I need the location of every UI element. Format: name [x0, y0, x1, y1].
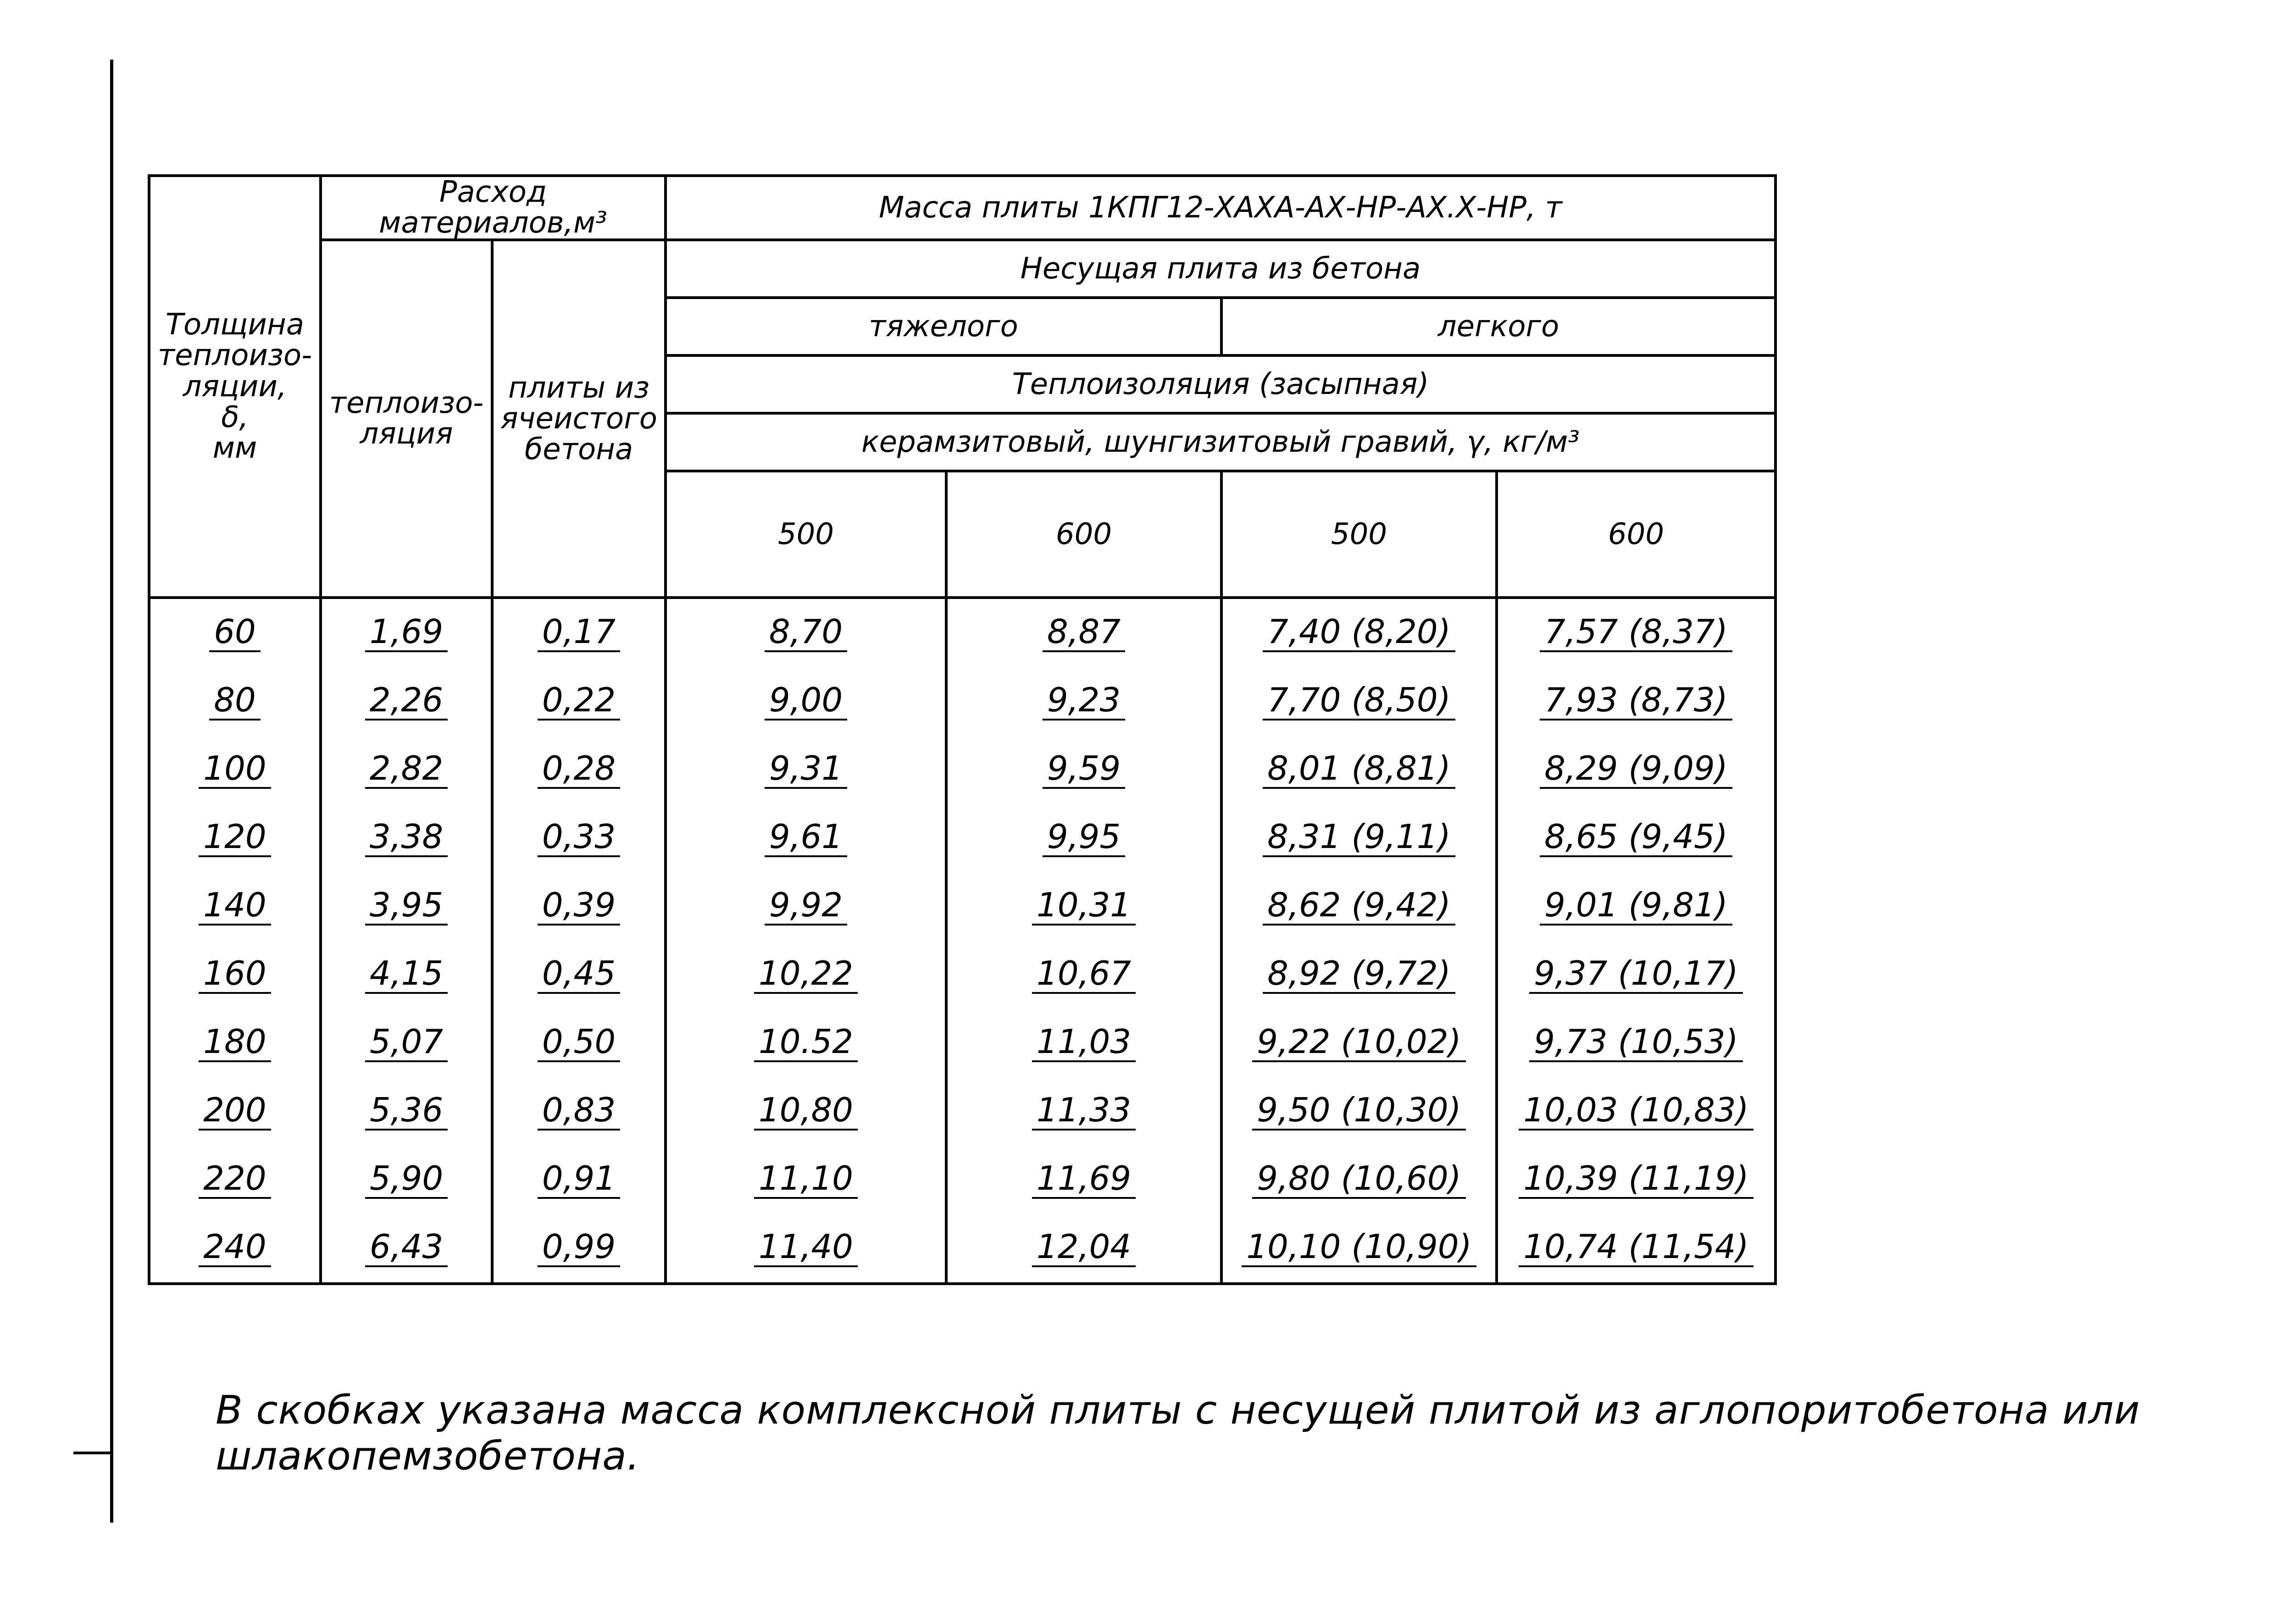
- cell-value: 5,90: [365, 1161, 448, 1199]
- cell-value: 60: [209, 615, 261, 652]
- header-thickness-line: Толщина: [165, 308, 305, 342]
- cell-mass-heavy-600: [946, 1146, 1221, 1214]
- cell-value: 200: [199, 1093, 271, 1131]
- header-materials-group: Расход материалов,м³: [321, 176, 666, 240]
- table-row: [149, 804, 1776, 872]
- header-cellular-line: бетона: [524, 432, 633, 466]
- mass-table: [148, 174, 1777, 1285]
- cell-thickness: [149, 872, 321, 941]
- cell-thickness: [149, 1214, 321, 1284]
- cell-insulation-volume: [321, 941, 492, 1009]
- cell-cellular-concrete-volume: [492, 667, 666, 736]
- cell-mass-heavy-500: [666, 941, 946, 1009]
- cell-value: 180: [199, 1025, 271, 1062]
- cell-mass-heavy-500: [666, 1009, 946, 1077]
- cell-value: 10,31: [1032, 888, 1136, 926]
- cell-mass-heavy-500: [666, 872, 946, 941]
- cell-value: 9,61: [765, 820, 847, 857]
- cell-insulation-volume: [321, 804, 492, 872]
- header-mass-title: Масса плиты 1КПГ12-ХАХА-АХ-НР-АХ.Х-НР, т: [666, 176, 1776, 240]
- cell-value: 0,45: [538, 956, 620, 994]
- table-row: [149, 1077, 1776, 1146]
- table-row: [149, 667, 1776, 736]
- cell-mass-light-600: [1497, 1009, 1776, 1077]
- cell-value: 120: [199, 820, 271, 857]
- cell-mass-heavy-600: [946, 941, 1221, 1009]
- cell-cellular-concrete-volume: [492, 1146, 666, 1214]
- cell-value: 10,39 (11,19): [1519, 1161, 1753, 1199]
- cell-value: 9,59: [1043, 751, 1125, 789]
- cell-value: 0,39: [538, 888, 620, 926]
- cell-value: 140: [199, 888, 271, 926]
- header-cellular-concrete: [492, 240, 666, 598]
- cell-value: 10,10 (10,90): [1242, 1230, 1476, 1267]
- cell-value: 6,43: [365, 1230, 448, 1267]
- header-thickness-line: мм: [212, 431, 257, 465]
- cell-mass-light-600: [1497, 736, 1776, 804]
- cell-value: 9,01 (9,81): [1540, 888, 1732, 926]
- cell-mass-light-600: [1497, 1214, 1776, 1284]
- cell-value: 11,33: [1032, 1093, 1136, 1131]
- cell-value: 10,22: [754, 956, 858, 994]
- cell-value: 9,73 (10,53): [1529, 1025, 1743, 1062]
- cell-insulation-volume: [321, 1146, 492, 1214]
- header-density-heavy-600: 600: [946, 471, 1221, 598]
- cell-mass-heavy-500: [666, 667, 946, 736]
- cell-insulation-volume: [321, 736, 492, 804]
- cell-value: 7,40 (8,20): [1263, 615, 1455, 652]
- table-row: [149, 736, 1776, 804]
- cell-value: 9,22 (10,02): [1252, 1025, 1466, 1062]
- cell-value: 8,92 (9,72): [1263, 956, 1455, 994]
- cell-value: 7,57 (8,37): [1540, 615, 1732, 652]
- cell-value: 80: [209, 683, 261, 721]
- table-row: [149, 1146, 1776, 1214]
- cell-mass-light-500: [1221, 872, 1497, 941]
- cell-insulation-volume: [321, 872, 492, 941]
- cell-value: 10,67: [1032, 956, 1136, 994]
- footnote: В скобках указана масса комплексной плиты с несущей плитой из аглопоритобетона или шлакопемзобетона.: [216, 1387, 2141, 1479]
- cell-cellular-concrete-volume: [492, 804, 666, 872]
- header-insulation-line: ляция: [360, 417, 453, 451]
- cell-value: 8,65 (9,45): [1540, 820, 1732, 857]
- header-density-light-500: 500: [1221, 471, 1497, 598]
- cell-value: 0,22: [538, 683, 620, 721]
- header-thickness-line: δ,: [221, 400, 249, 434]
- cell-value: 2,82: [365, 751, 448, 789]
- cell-thickness: [149, 1077, 321, 1146]
- cell-value: 100: [199, 751, 271, 789]
- frame-vertical-line: [110, 60, 113, 1523]
- cell-thickness: [149, 736, 321, 804]
- cell-value: 11,10: [754, 1161, 858, 1199]
- cell-value: 9,95: [1043, 820, 1125, 857]
- cell-insulation-volume: [321, 1009, 492, 1077]
- cell-value: 8,29 (9,09): [1540, 751, 1732, 789]
- cell-cellular-concrete-volume: [492, 1077, 666, 1146]
- cell-mass-light-500: [1221, 1077, 1497, 1146]
- cell-value: 0,17: [538, 615, 620, 652]
- cell-mass-heavy-500: [666, 1146, 946, 1214]
- cell-mass-light-500: [1221, 1214, 1497, 1284]
- cell-mass-heavy-600: [946, 1077, 1221, 1146]
- cell-mass-heavy-600: [946, 1009, 1221, 1077]
- cell-cellular-concrete-volume: [492, 872, 666, 941]
- cell-mass-heavy-600: [946, 872, 1221, 941]
- cell-value: 9,31: [765, 751, 847, 789]
- cell-value: 11,69: [1032, 1161, 1136, 1199]
- cell-value: 160: [199, 956, 271, 994]
- cell-value: 8,87: [1043, 615, 1125, 652]
- cell-value: 12,04: [1032, 1230, 1136, 1267]
- cell-value: 5,36: [365, 1093, 448, 1131]
- cell-mass-light-600: [1497, 804, 1776, 872]
- cell-value: 10,03 (10,83): [1519, 1093, 1753, 1131]
- cell-mass-light-600: [1497, 1077, 1776, 1146]
- header-density-light-600: 600: [1497, 471, 1776, 598]
- cell-mass-heavy-500: [666, 1214, 946, 1284]
- cell-value: 4,15: [365, 956, 448, 994]
- cell-cellular-concrete-volume: [492, 1214, 666, 1284]
- cell-thickness: [149, 1146, 321, 1214]
- cell-mass-light-500: [1221, 804, 1497, 872]
- cell-value: 8,31 (9,11): [1263, 820, 1455, 857]
- cell-value: 0,83: [538, 1093, 620, 1131]
- cell-value: 1,69: [365, 615, 448, 652]
- cell-mass-light-600: [1497, 598, 1776, 667]
- cell-mass-heavy-600: [946, 667, 1221, 736]
- header-density-heavy-500: 500: [666, 471, 946, 598]
- header-cellular-line: плиты из: [508, 371, 650, 405]
- cell-mass-light-500: [1221, 1009, 1497, 1077]
- cell-value: 220: [199, 1161, 271, 1199]
- cell-value: 10,80: [754, 1093, 858, 1131]
- cell-insulation-volume: [321, 667, 492, 736]
- cell-mass-light-500: [1221, 598, 1497, 667]
- cell-value: 9,23: [1043, 683, 1125, 721]
- header-insulation-line: теплоизо-: [329, 386, 484, 421]
- cell-thickness: [149, 941, 321, 1009]
- cell-mass-light-500: [1221, 736, 1497, 804]
- cell-value: 0,28: [538, 751, 620, 789]
- cell-value: 9,37 (10,17): [1529, 956, 1743, 994]
- header-insulation-consumption: [321, 240, 492, 598]
- cell-mass-heavy-600: [946, 736, 1221, 804]
- cell-value: 10.52: [754, 1025, 858, 1062]
- cell-thickness: [149, 804, 321, 872]
- cell-value: 2,26: [365, 683, 448, 721]
- cell-mass-light-500: [1221, 667, 1497, 736]
- cell-value: 10,74 (11,54): [1519, 1230, 1753, 1267]
- table-row: [149, 1009, 1776, 1077]
- cell-value: 8,01 (8,81): [1263, 751, 1455, 789]
- cell-value: 9,80 (10,60): [1252, 1161, 1466, 1199]
- cell-value: 8,62 (9,42): [1263, 888, 1455, 926]
- header-heavy-concrete: тяжелого: [666, 298, 1221, 355]
- cell-cellular-concrete-volume: [492, 941, 666, 1009]
- header-bearing-slab: Несущая плита из бетона: [666, 240, 1776, 298]
- header-thickness-line: теплоизо-: [157, 338, 312, 373]
- header-insulation-type: Теплоизоляция (засыпная): [666, 355, 1776, 413]
- cell-value: 5,07: [365, 1025, 448, 1062]
- table-body: [149, 598, 1776, 1284]
- cell-mass-light-600: [1497, 667, 1776, 736]
- cell-value: 8,70: [765, 615, 847, 652]
- table-row: [149, 598, 1776, 667]
- table-row: [149, 941, 1776, 1009]
- cell-value: 3,38: [365, 820, 448, 857]
- cell-value: 3,95: [365, 888, 448, 926]
- cell-mass-heavy-500: [666, 598, 946, 667]
- cell-value: 9,50 (10,30): [1252, 1093, 1466, 1131]
- header-thickness-line: ляции,: [183, 369, 287, 404]
- cell-value: 9,00: [765, 683, 847, 721]
- cell-cellular-concrete-volume: [492, 736, 666, 804]
- cell-value: 7,93 (8,73): [1540, 683, 1732, 721]
- header-light-concrete: легкого: [1221, 298, 1776, 355]
- cell-thickness: [149, 1009, 321, 1077]
- cell-insulation-volume: [321, 1077, 492, 1146]
- header-gravel-density: керамзитовый, шунгизитовый гравий, γ, кг/м³: [666, 413, 1776, 471]
- cell-insulation-volume: [321, 1214, 492, 1284]
- table-row: [149, 872, 1776, 941]
- cell-mass-light-500: [1221, 941, 1497, 1009]
- cell-value: 0,91: [538, 1161, 620, 1199]
- cell-mass-light-600: [1497, 1146, 1776, 1214]
- cell-mass-light-600: [1497, 872, 1776, 941]
- cell-value: 0,33: [538, 820, 620, 857]
- table-row: [149, 1214, 1776, 1284]
- cell-value: 0,99: [538, 1230, 620, 1267]
- cell-thickness: [149, 598, 321, 667]
- cell-insulation-volume: [321, 598, 492, 667]
- cell-mass-heavy-500: [666, 804, 946, 872]
- cell-mass-heavy-600: [946, 804, 1221, 872]
- cell-value: 0,50: [538, 1025, 620, 1062]
- cell-mass-heavy-600: [946, 1214, 1221, 1284]
- cell-value: 11,03: [1032, 1025, 1136, 1062]
- cell-value: 11,40: [754, 1230, 858, 1267]
- header-thickness: [149, 176, 321, 598]
- cell-cellular-concrete-volume: [492, 598, 666, 667]
- cell-thickness: [149, 667, 321, 736]
- cell-value: 7,70 (8,50): [1263, 683, 1455, 721]
- cell-mass-light-600: [1497, 941, 1776, 1009]
- frame-tick-mark: [73, 1452, 112, 1454]
- cell-mass-light-500: [1221, 1146, 1497, 1214]
- cell-value: 240: [199, 1230, 271, 1267]
- cell-mass-heavy-600: [946, 598, 1221, 667]
- cell-cellular-concrete-volume: [492, 1009, 666, 1077]
- cell-mass-heavy-500: [666, 1077, 946, 1146]
- cell-mass-heavy-500: [666, 736, 946, 804]
- cell-value: 9,92: [765, 888, 847, 926]
- header-cellular-line: ячеистого: [500, 401, 657, 436]
